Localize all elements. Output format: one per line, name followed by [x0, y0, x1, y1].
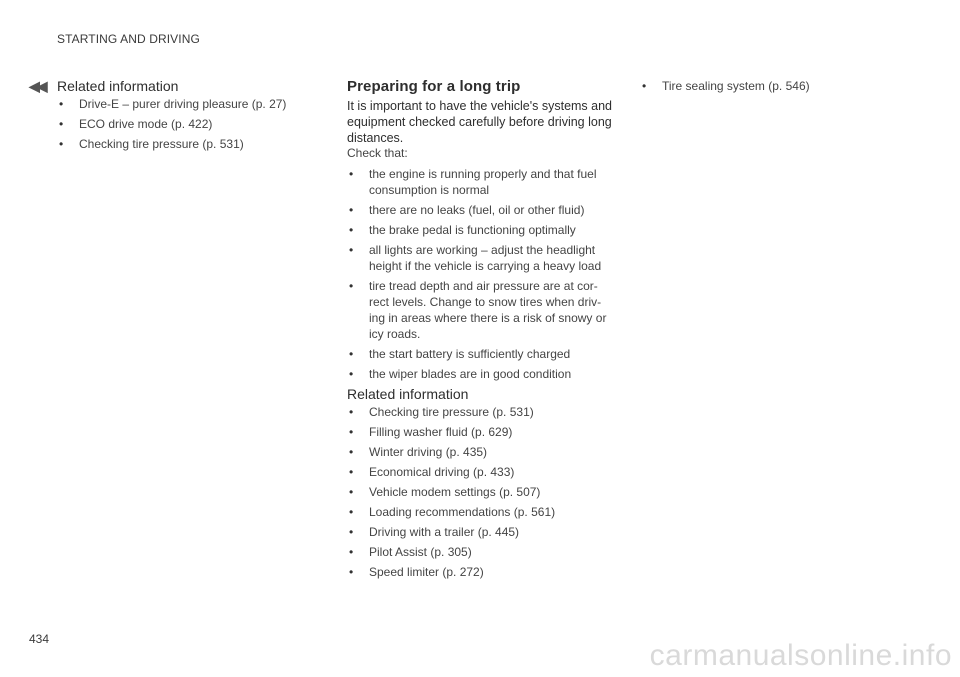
list-item-text: Drive-E – purer driving pleasure (p. 27) — [79, 97, 287, 111]
bullet-icon: • — [349, 465, 354, 479]
list-item — [57, 136, 297, 152]
list-item — [347, 504, 615, 520]
column-right — [640, 78, 900, 98]
bullet-icon: • — [59, 137, 64, 151]
checklist — [347, 166, 615, 382]
list-item — [640, 78, 900, 94]
section-header: STARTING AND DRIVING — [57, 32, 200, 46]
bullet-icon: • — [349, 545, 354, 559]
bullet-icon: • — [349, 405, 354, 419]
list-item — [347, 544, 615, 560]
list-item-text: Loading recommendations (p. 561) — [369, 505, 556, 519]
list-item-text: Economical driving (p. 433) — [369, 465, 515, 479]
intro-paragraph: It is important to have the vehicle's systems and equipment checked carefully before driving long distances. — [347, 99, 613, 145]
page-number: 434 — [29, 632, 50, 646]
list-item — [347, 404, 615, 420]
list-item-text: Pilot Assist (p. 305) — [369, 545, 472, 559]
list-item — [347, 564, 615, 580]
list-item-text: the start battery is sufficiently charged — [369, 347, 571, 361]
list-item — [347, 278, 615, 342]
bullet-icon: • — [642, 79, 647, 93]
column-middle — [347, 78, 615, 584]
bullet-icon: • — [349, 347, 354, 361]
watermark: carmanualsonline.info — [649, 639, 952, 672]
list-item — [347, 444, 615, 460]
list-item — [347, 484, 615, 500]
list-item — [347, 464, 615, 480]
list-item-text: Winter driving (p. 435) — [369, 445, 488, 459]
bullet-icon: • — [349, 167, 354, 181]
related-info-list — [57, 96, 297, 152]
check-label: Check that: — [347, 146, 408, 160]
bullet-icon: • — [59, 117, 64, 131]
list-item — [347, 424, 615, 440]
bullet-icon: • — [349, 367, 354, 381]
list-item-text: Driving with a trailer (p. 445) — [369, 525, 520, 539]
list-item-text: tire tread depth and air pressure are at cor-rect levels. Change to snow tires when driv-ing in areas where there is a risk of snowy or icy roads. — [369, 279, 607, 341]
list-item — [347, 242, 615, 274]
list-item — [57, 116, 297, 132]
list-item — [347, 524, 615, 540]
list-item-text: the wiper blades are in good condition — [369, 367, 572, 381]
bullet-icon: • — [349, 485, 354, 499]
list-item — [347, 346, 615, 362]
bullet-icon: • — [59, 97, 64, 111]
list-item — [347, 366, 615, 382]
related-info-heading: Related information — [57, 78, 179, 94]
list-item — [347, 222, 615, 238]
bullet-icon: • — [349, 279, 354, 293]
bullet-icon: • — [349, 243, 354, 257]
list-item-text: Filling washer fluid (p. 629) — [369, 425, 513, 439]
related-info-list — [347, 404, 615, 580]
list-item-text: Vehicle modem settings (p. 507) — [369, 485, 541, 499]
bullet-icon: • — [349, 223, 354, 237]
list-item-text: there are no leaks (fuel, oil or other fluid) — [369, 203, 585, 217]
related-info-heading: Related information — [347, 386, 469, 402]
bullet-icon: • — [349, 525, 354, 539]
column-left — [57, 78, 297, 156]
list-item-text: Speed limiter (p. 272) — [369, 565, 484, 579]
list-item-text: Checking tire pressure (p. 531) — [369, 405, 534, 419]
section-title: Preparing for a long trip — [347, 78, 521, 95]
list-item — [347, 202, 615, 218]
related-info-list-continued — [640, 78, 900, 94]
list-item-text: the engine is running properly and that fuel consumption is normal — [369, 167, 597, 197]
bullet-icon: • — [349, 565, 354, 579]
bullet-icon: • — [349, 505, 354, 519]
list-item — [347, 166, 615, 198]
list-item-text: all lights are working – adjust the headlight height if the vehicle is carrying a heavy load — [369, 243, 602, 273]
list-item — [57, 96, 297, 112]
bullet-icon: • — [349, 203, 354, 217]
bullet-icon: • — [349, 425, 354, 439]
list-item-text: ECO drive mode (p. 422) — [79, 117, 213, 131]
list-item-text: Tire sealing system (p. 546) — [662, 79, 810, 93]
continued-marker-icon: ◀◀ — [29, 78, 45, 94]
bullet-icon: • — [349, 445, 354, 459]
list-item-text: Checking tire pressure (p. 531) — [79, 137, 244, 151]
list-item-text: the brake pedal is functioning optimally — [369, 223, 576, 237]
